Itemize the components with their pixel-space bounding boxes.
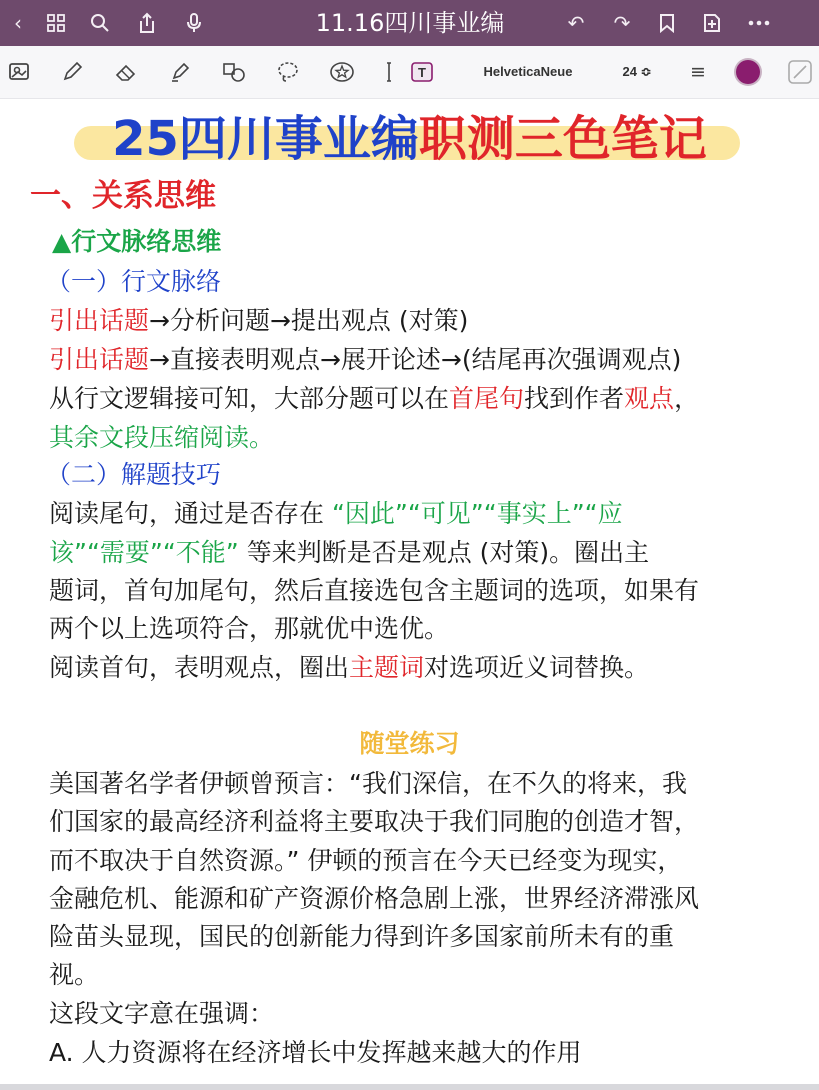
text-span: 阅读尾句，通过是否存在 <box>49 499 332 528</box>
lasso-icon[interactable] <box>270 54 306 90</box>
text-cursor-icon[interactable] <box>372 54 408 90</box>
text-span: 观点 <box>624 384 675 413</box>
title-bar <box>0 0 819 46</box>
microphone-icon[interactable] <box>176 0 212 46</box>
practice-heading: 随堂练习 <box>359 729 460 758</box>
text-span: →直接表明观点→展开论述→(结尾再次强调观点) <box>149 345 682 374</box>
drawing-toolbar <box>0 46 819 99</box>
title-part2: 职测三色笔记 <box>418 111 707 167</box>
text-span: 找到作者 <box>524 384 625 413</box>
text-span: 首尾句 <box>449 384 525 413</box>
text-span: “因此”“可见”“事实上”“应 <box>331 499 623 528</box>
shapes-icon[interactable] <box>216 54 252 90</box>
text-span: 从行文逻辑接可知，大部分题可以在 <box>49 384 450 413</box>
question-line: 险苗头显现，国民的创新能力得到许多国家前所未有的重 <box>49 922 675 951</box>
highlighter-icon[interactable] <box>162 54 198 90</box>
text-line: 其余文段压缩阅读。 <box>49 423 275 452</box>
text-span: 阅读首句，表明观点，圈出 <box>49 653 350 682</box>
subsection-heading: ▲行文脉络思维 <box>52 227 222 256</box>
font-size-stepper[interactable]: 24 ≎ <box>622 64 652 79</box>
question-line: 金融危机、能源和矿产资源价格急剧上涨，世界经济滞涨风 <box>49 884 700 913</box>
text-line <box>49 379 699 415</box>
text-span: 主题词 <box>349 653 425 682</box>
grid-icon[interactable] <box>38 0 74 46</box>
text-line: 两个以上选项符合，那就优中选优。 <box>49 614 450 643</box>
text-span: 等来判断是否是观点 (对策)。圈出主 <box>238 538 650 567</box>
title-part1: 25四川事业编 <box>112 111 419 167</box>
section-heading: 一、关系思维 <box>30 178 216 214</box>
text-span: 引出话题 <box>49 306 150 335</box>
text-line <box>49 494 623 530</box>
question-prompt: 这段文字意在强调： <box>49 999 275 1028</box>
text-span: →分析问题→提出观点 (对策) <box>149 306 469 335</box>
text-line <box>49 340 681 376</box>
text-line <box>49 648 649 684</box>
page-title <box>0 100 819 169</box>
add-page-icon[interactable] <box>694 0 730 46</box>
answer-option-a: A. 人力资源将在经济增长中发挥越来越大的作用 <box>49 1038 582 1067</box>
text-box-icon[interactable] <box>404 54 440 90</box>
sticker-icon[interactable] <box>324 54 360 90</box>
text-span: 对选项近义词替换。 <box>424 653 650 682</box>
text-span: ， <box>674 384 700 413</box>
share-icon[interactable] <box>129 0 165 46</box>
undo-icon[interactable]: ↶ <box>567 11 585 35</box>
chevron-left-icon[interactable]: ‹ <box>14 11 22 35</box>
more-icon[interactable] <box>741 0 777 46</box>
part1-heading: （一）行文脉络 <box>46 267 222 296</box>
lasso-image-icon[interactable] <box>2 54 38 90</box>
redo-icon[interactable]: ↷ <box>613 11 631 35</box>
part2-heading: （二）解题技巧 <box>46 460 222 489</box>
panel-icon[interactable] <box>782 54 818 90</box>
font-name-selector[interactable]: HelveticaNeue <box>483 64 573 79</box>
window-title: 11.16四川事业编 <box>315 9 505 37</box>
text-line <box>49 533 649 569</box>
question-line: 而不取决于自然资源。” 伊顿的预言在今天已经变为现实， <box>49 846 683 875</box>
question-line: 视。 <box>49 960 100 989</box>
text-align-icon[interactable]: ≡ <box>690 61 706 83</box>
color-picker-button[interactable] <box>736 60 760 84</box>
pen-icon[interactable] <box>54 54 90 90</box>
text-span: 引出话题 <box>49 345 150 374</box>
eraser-icon[interactable] <box>108 54 144 90</box>
svg-text:T: T <box>418 65 426 80</box>
bottom-strip <box>0 1084 819 1090</box>
bookmark-icon[interactable] <box>649 0 685 46</box>
text-span: 该”“需要”“不能” <box>49 538 239 567</box>
search-icon[interactable] <box>82 0 118 46</box>
question-line: 美国著名学者伊顿曾预言：“我们深信，在不久的将来，我 <box>49 769 687 798</box>
text-line <box>49 301 468 337</box>
text-line: 题词，首句加尾句，然后直接选包含主题词的选项，如果有 <box>49 576 700 605</box>
question-line: 们国家的最高经济利益将主要取决于我们同胞的创造才智， <box>49 807 700 836</box>
